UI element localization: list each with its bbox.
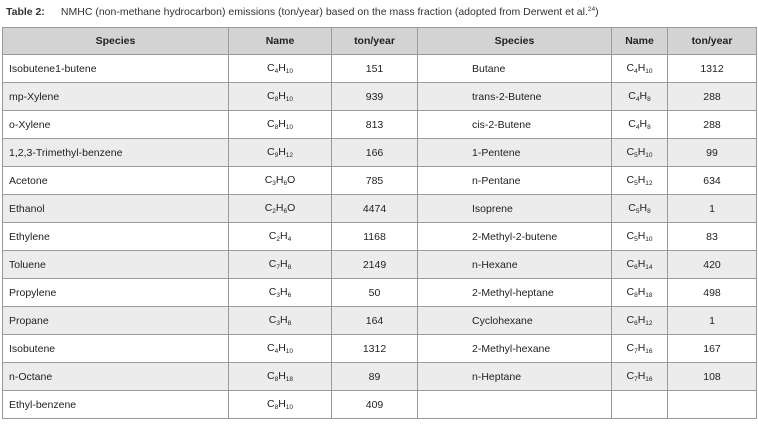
- formula-subscript: 14: [645, 264, 653, 271]
- formula-cell: [612, 167, 668, 195]
- header-name: Name: [229, 28, 332, 55]
- caption-text: NMHC (non-methane hydrocarbon) emissions (ton/year) based on the mass fraction (adopted from Derwent et al.: [60, 6, 588, 18]
- formula-subscript: 8: [274, 376, 279, 383]
- formula-subscript: 8: [647, 124, 651, 131]
- ton-year-cell: 164: [332, 307, 418, 335]
- header-species: Species: [418, 28, 612, 55]
- table-row: [3, 251, 757, 279]
- ton-year-cell: 1: [668, 195, 757, 223]
- formula-subscript: 10: [645, 236, 653, 243]
- formula-element: C: [266, 398, 275, 410]
- formula-subscript: 4: [274, 348, 279, 355]
- formula-cell: [612, 223, 668, 251]
- formula-element: H: [637, 286, 646, 298]
- species-cell: n-Hexane: [418, 251, 612, 279]
- formula-element: H: [637, 62, 646, 74]
- formula-element: C: [628, 118, 636, 130]
- caption-close: ): [595, 6, 599, 18]
- formula-cell: [229, 391, 332, 419]
- formula-element: H: [639, 202, 648, 214]
- formula-cell: [229, 111, 332, 139]
- formula-element: C: [626, 370, 635, 382]
- species-cell: Butane: [418, 55, 612, 83]
- formula-cell: [612, 55, 668, 83]
- ton-year-cell: 634: [668, 167, 757, 195]
- formula-subscript: 5: [634, 180, 638, 187]
- formula-element: C: [626, 314, 635, 326]
- formula-cell: [612, 307, 668, 335]
- formula-element: H: [280, 230, 288, 242]
- header-ton-year: ton/year: [668, 28, 757, 55]
- formula-cell: [612, 391, 668, 419]
- ton-year-cell: 409: [332, 391, 418, 419]
- table-row: [3, 139, 757, 167]
- formula-cell: [229, 251, 332, 279]
- formula-cell: [612, 363, 668, 391]
- formula-subscript: 7: [276, 264, 280, 271]
- table-row: [3, 391, 757, 419]
- table-body: [3, 55, 757, 419]
- ton-year-cell: 108: [668, 363, 757, 391]
- ton-year-cell: 99: [668, 139, 757, 167]
- formula-element: H: [278, 342, 286, 354]
- table-row: [3, 111, 757, 139]
- formula-subscript: 3: [276, 320, 280, 327]
- formula-subscript: 12: [645, 180, 653, 187]
- formula-element: C: [264, 174, 273, 186]
- formula-element: C: [628, 202, 636, 214]
- table-row: [3, 279, 757, 307]
- formula-subscript: 16: [645, 376, 653, 383]
- table-row: [3, 55, 757, 83]
- species-cell: o-Xylene: [3, 111, 229, 139]
- formula-element: H: [637, 174, 646, 186]
- species-cell: Isoprene: [418, 195, 612, 223]
- formula-element: H: [637, 230, 646, 242]
- formula-subscript: 6: [634, 320, 638, 327]
- formula-subscript: 4: [635, 124, 640, 131]
- formula-subscript: 6: [634, 264, 638, 271]
- table-row: [3, 335, 757, 363]
- species-cell: mp-Xylene: [3, 83, 229, 111]
- species-cell: Acetone: [3, 167, 229, 195]
- ton-year-cell: 4474: [332, 195, 418, 223]
- table-row: [3, 83, 757, 111]
- formula-subscript: 7: [634, 376, 638, 383]
- formula-element: C: [266, 62, 275, 74]
- formula-element: C: [626, 258, 635, 270]
- formula-element: H: [637, 342, 646, 354]
- formula-cell: [229, 279, 332, 307]
- formula-subscript: 12: [645, 320, 653, 327]
- formula-element: H: [278, 62, 286, 74]
- formula-cell: [229, 83, 332, 111]
- ton-year-cell: 89: [332, 363, 418, 391]
- formula-element: C: [266, 370, 275, 382]
- formula-subscript: 3: [272, 180, 276, 187]
- formula-element: H: [278, 398, 286, 410]
- table-row: [3, 307, 757, 335]
- species-cell: Cyclohexane: [418, 307, 612, 335]
- ton-year-cell: 1: [668, 307, 757, 335]
- formula-cell: [229, 223, 332, 251]
- formula-subscript: 6: [283, 180, 288, 187]
- formula-subscript: 5: [634, 152, 638, 159]
- formula-element: C: [268, 314, 277, 326]
- formula-element: C: [268, 286, 277, 298]
- header-species: Species: [3, 28, 229, 55]
- ton-year-cell: 2149: [332, 251, 418, 279]
- formula-cell: [229, 139, 332, 167]
- formula-cell: [612, 83, 668, 111]
- ton-year-cell: 50: [332, 279, 418, 307]
- formula-subscript: 6: [283, 208, 288, 215]
- species-cell: 1-Pentene: [418, 139, 612, 167]
- formula-subscript: 3: [276, 292, 280, 299]
- species-cell: Isobutene: [3, 335, 229, 363]
- ton-year-cell: 167: [668, 335, 757, 363]
- formula-cell: [229, 307, 332, 335]
- formula-element: H: [280, 286, 288, 298]
- formula-element: H: [639, 118, 648, 130]
- formula-element: H: [280, 314, 288, 326]
- formula-subscript: 7: [634, 348, 638, 355]
- species-cell: cis-2-Butene: [418, 111, 612, 139]
- formula-subscript: 8: [274, 96, 279, 103]
- formula-element: C: [268, 230, 277, 242]
- ton-year-cell: 83: [668, 223, 757, 251]
- formula-cell: [229, 363, 332, 391]
- formula-element: C: [626, 230, 635, 242]
- formula-element: H: [637, 146, 646, 158]
- caption-reference: 24: [587, 6, 596, 13]
- formula-subscript: 8: [287, 264, 292, 271]
- formula-element: H: [280, 258, 288, 270]
- table-row: [3, 167, 757, 195]
- formula-element: C: [626, 174, 635, 186]
- formula-element: C: [626, 286, 635, 298]
- formula-element: H: [639, 90, 648, 102]
- formula-subscript: 5: [634, 236, 638, 243]
- formula-element: H: [637, 314, 646, 326]
- formula-cell: [612, 111, 668, 139]
- header-name: Name: [612, 28, 668, 55]
- formula-subscript: 18: [285, 376, 294, 383]
- formula-element: H: [637, 258, 646, 270]
- species-cell: 2-Methyl-heptane: [418, 279, 612, 307]
- formula-element: H: [278, 370, 286, 382]
- formula-subscript: 2: [276, 236, 280, 243]
- formula-element: C: [628, 90, 636, 102]
- formula-element: C: [266, 342, 275, 354]
- formula-subscript: 10: [285, 124, 294, 131]
- formula-subscript: 12: [285, 152, 294, 159]
- formula-cell: [229, 167, 332, 195]
- ton-year-cell: 151: [332, 55, 418, 83]
- species-cell: 1,2,3-Trimethyl-benzene: [3, 139, 229, 167]
- ton-year-cell: 288: [668, 83, 757, 111]
- formula-subscript: 4: [287, 236, 292, 243]
- formula-subscript: 4: [634, 68, 638, 75]
- emissions-table: [2, 27, 757, 419]
- header-ton-year: ton/year: [332, 28, 418, 55]
- formula-subscript: 2: [272, 208, 276, 215]
- formula-subscript: 10: [285, 404, 294, 411]
- formula-element: H: [278, 146, 286, 158]
- formula-element: C: [626, 62, 635, 74]
- species-cell: Ethylene: [3, 223, 229, 251]
- formula-subscript: 10: [285, 348, 294, 355]
- formula-element: C: [626, 146, 635, 158]
- table-header-row: [3, 28, 757, 55]
- formula-cell: [612, 279, 668, 307]
- formula-element: C: [266, 146, 275, 158]
- formula-cell: [612, 335, 668, 363]
- species-cell: n-Heptane: [418, 363, 612, 391]
- formula-subscript: 5: [635, 208, 640, 215]
- species-cell: Ethanol: [3, 195, 229, 223]
- table-label: Table 2:: [6, 6, 45, 18]
- formula-subscript: 10: [645, 68, 653, 75]
- formula-subscript: 8: [647, 208, 651, 215]
- species-cell: n-Octane: [3, 363, 229, 391]
- formula-subscript: 16: [645, 348, 653, 355]
- ton-year-cell: 785: [332, 167, 418, 195]
- species-cell: 2-Methyl-hexane: [418, 335, 612, 363]
- species-cell: trans-2-Butene: [418, 83, 612, 111]
- formula-element: C: [264, 202, 273, 214]
- formula-subscript: 8: [634, 292, 638, 299]
- species-cell: n-Pentane: [418, 167, 612, 195]
- formula-subscript: 8: [274, 124, 279, 131]
- ton-year-cell: 813: [332, 111, 418, 139]
- formula-cell: [229, 335, 332, 363]
- species-cell: Propylene: [3, 279, 229, 307]
- table-row: [3, 195, 757, 223]
- formula-element: C: [266, 118, 275, 130]
- species-cell: Propane: [3, 307, 229, 335]
- ton-year-cell: 939: [332, 83, 418, 111]
- formula-element: H: [278, 90, 286, 102]
- table-row: [3, 363, 757, 391]
- formula-element: C: [268, 258, 277, 270]
- formula-cell: [612, 139, 668, 167]
- species-cell: Toluene: [3, 251, 229, 279]
- formula-element: C: [626, 342, 635, 354]
- table-caption: [6, 3, 599, 19]
- formula-cell: [229, 195, 332, 223]
- formula-subscript: 8: [287, 320, 292, 327]
- ton-year-cell: 420: [668, 251, 757, 279]
- species-cell: [418, 391, 612, 419]
- formula-subscript: 4: [635, 96, 640, 103]
- ton-year-cell: 1312: [668, 55, 757, 83]
- formula-subscript: 8: [274, 404, 279, 411]
- formula-element: C: [266, 90, 275, 102]
- formula-subscript: 9: [274, 152, 279, 159]
- formula-subscript: 10: [285, 68, 294, 75]
- formula-element: H: [637, 370, 646, 382]
- formula-subscript: 10: [645, 152, 653, 159]
- ton-year-cell: 288: [668, 111, 757, 139]
- ton-year-cell: 166: [332, 139, 418, 167]
- formula-subscript: 4: [274, 68, 279, 75]
- ton-year-cell: [668, 391, 757, 419]
- species-cell: Ethyl-benzene: [3, 391, 229, 419]
- formula-cell: [612, 195, 668, 223]
- ton-year-cell: 1312: [332, 335, 418, 363]
- table-row: [3, 223, 757, 251]
- species-cell: Isobutene1-butene: [3, 55, 229, 83]
- formula-subscript: 18: [645, 292, 653, 299]
- formula-element: O: [287, 202, 296, 214]
- ton-year-cell: 498: [668, 279, 757, 307]
- formula-element: H: [275, 202, 284, 214]
- formula-element: H: [278, 118, 286, 130]
- formula-cell: [229, 55, 332, 83]
- formula-subscript: 6: [287, 292, 292, 299]
- formula-subscript: 8: [647, 96, 651, 103]
- formula-cell: [612, 251, 668, 279]
- formula-element: O: [287, 174, 296, 186]
- formula-element: H: [275, 174, 284, 186]
- formula-subscript: 10: [285, 96, 294, 103]
- ton-year-cell: 1168: [332, 223, 418, 251]
- species-cell: 2-Methyl-2-butene: [418, 223, 612, 251]
